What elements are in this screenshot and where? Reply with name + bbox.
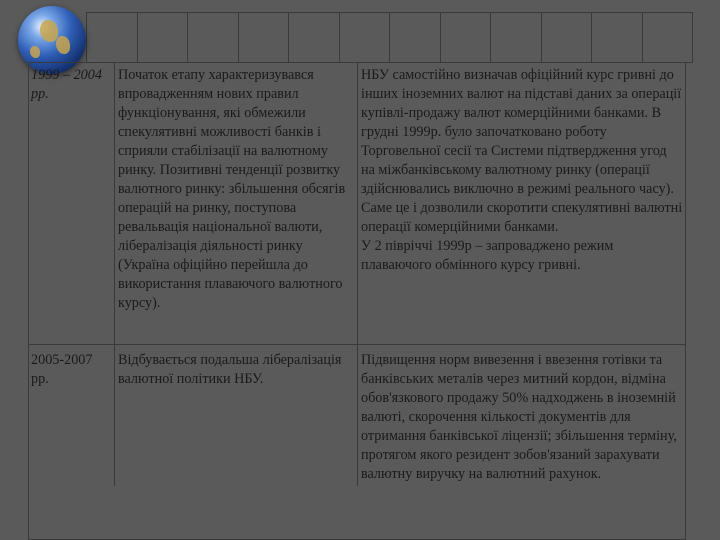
description-cell: Початок етапу характеризувався впровадженням нових правил функціонування, які обмежили спекулятивні можливості банків і сприяли стабілізації на валютному ринку. Позитивні тенденції розвитку валютного ринку: збільшення обсягів операцій на ринку, поступова ревальвація національної валюти, лібералізація діяльності ринку (Україна офіційно перейшла до використання плаваючого валютного курсу). bbox=[115, 62, 358, 345]
table-row bbox=[28, 62, 686, 345]
measures-text: НБУ самостійно визначав офіційний курс гривні до інших іноземних валют на підставі даних за операції купівлі-продажу валют комерційними банками. В грудні 1999р. було започатковано роботу Торговельної сесії та Системи підтвердження угод на міжбанківському валютному ринку (операції здійснювались виключно в режимі реального часу). Саме це і дозволили скоротити спекулятивні валютні операції комерційними банками. У 2 півріччі 1999р – запроваджено режим плаваючого обмінного курсу гривні. bbox=[361, 67, 683, 273]
history-table bbox=[28, 62, 686, 486]
measures-cell: Підвищення норм вивезення і ввезення готівки та банківських металів через митний кордон, відміна обов'язкового продажу 50% надходжень в іноземній валюті, скорочення кількості документів для отримання банківської ліцензії; збільшення терміну, протягом якого резидент зобов'язаний зарахувати валютну виручку на валютний рахунок. bbox=[358, 345, 687, 487]
period-cell: 2005-2007 рр. bbox=[31, 352, 93, 387]
decorative-grid bbox=[86, 12, 693, 63]
description-cell: Відбувається подальша лібералізація валютної політики НБУ. bbox=[115, 345, 358, 487]
period-cell: 1999 – 2004 рр. bbox=[28, 62, 115, 345]
table-row bbox=[28, 345, 686, 487]
measures-cell bbox=[358, 62, 687, 345]
